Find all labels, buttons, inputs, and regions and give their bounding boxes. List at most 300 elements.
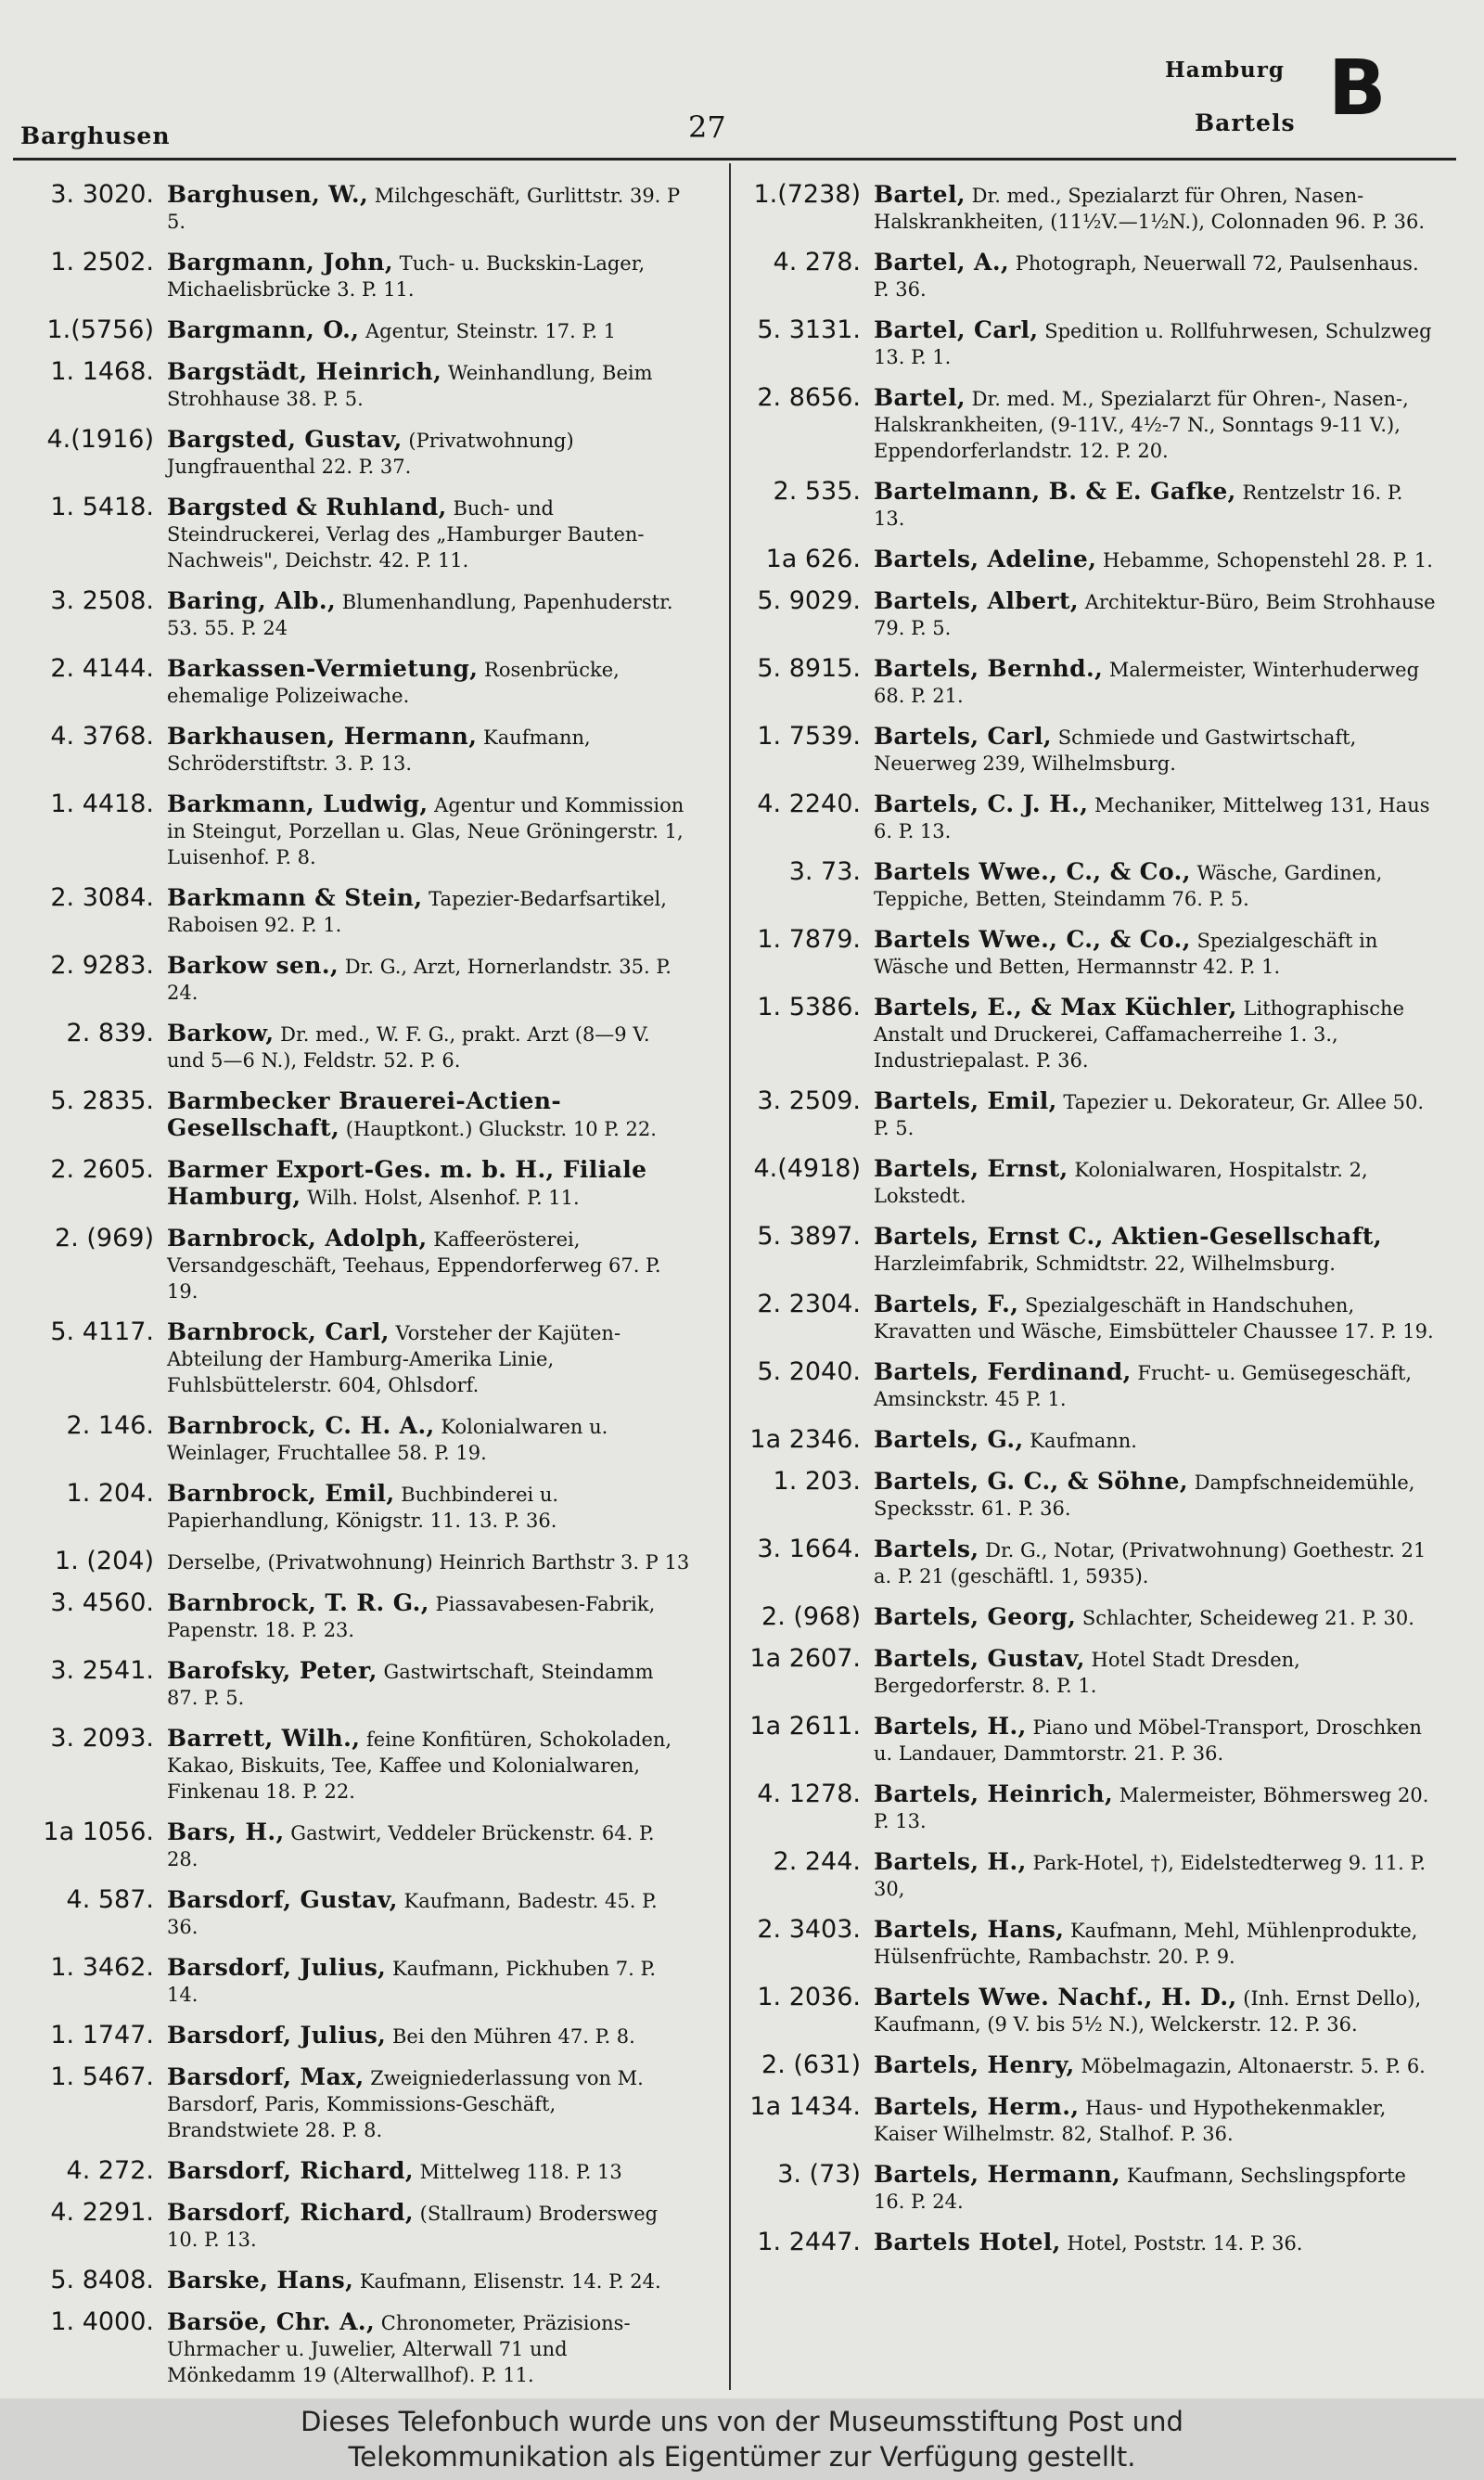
entry-name: Barkmann, Ludwig, [167,790,429,817]
directory-entry [15,182,690,235]
phone-number: 4. 1278. [757,1780,861,1808]
entry-text [167,359,690,412]
entry-text [167,1319,690,1398]
directory-entry [733,588,1439,641]
entry-description: Vorsteher der Kajüten-Abteilung der Hamburg-Amerika Linie, Fuhlsbüttelerstr. 604, Ohlsdorf. [167,1322,621,1396]
entry-description: Wäsche, Gardinen, Teppiche, Betten, Steindamm 76. P. 5. [874,862,1383,910]
entry-text [874,1604,1439,1631]
directory-entry [15,2268,690,2294]
directory-entry [733,2229,1439,2256]
entry-name: Bartels, G. C., & Söhne, [874,1468,1188,1495]
entry-text [874,859,1439,912]
entry-name: Bartels, Herm., [874,2093,1080,2120]
entry-name: Barnbrock, Emil, [167,1480,395,1507]
directory-entry [733,317,1439,370]
entry-description: Buch- und Steindruckerei, Verlag des „Hamburger Bauten-Nachweis", Deichstr. 42. P. 11. [167,497,645,572]
entry-text [167,588,690,641]
entry-description: Kaufmann, Sechslingspforte 16. P. 24. [874,2165,1406,2213]
entry-name: Bartels, Ferdinand, [874,1358,1132,1385]
entry-description: Dampfschneidemühle, Specksstr. 61. P. 36. [874,1471,1415,1520]
entry-description: Rentzelstr 16. P. 13. [874,482,1403,530]
phone-number: 3. 3020. [50,180,154,209]
phone-number: 1a 2346. [749,1425,861,1454]
entry-name: Barmer Export-Ges. m. b. H., Filiale Hamburg, [167,1156,647,1210]
entry-name: Barsdorf, Richard, [167,2199,414,2226]
entry-text [874,546,1439,573]
entry-description: Lithographische Anstalt und Druckerei, Caffamacherreihe 1. 3., Industriepalast. P. 36. [874,997,1404,1072]
entry-text [167,1481,690,1534]
phone-number: 1a 626. [765,545,861,573]
running-head-right: Bartels [1195,109,1296,136]
entry-text [874,317,1439,370]
entry-description: Blumenhandlung, Papenhuderstr. 53. 55. P. 24 [167,591,673,639]
directory-entry [15,2158,690,2185]
entry-text [874,2052,1439,2079]
entry-description: Kaufmann. [1023,1430,1137,1452]
entry-name: Barske, Hans, [167,2267,354,2294]
directory-entry [15,427,690,480]
entry-text [167,656,690,709]
directory-entry [15,495,690,573]
entry-name: Bartels, Ernst C., Aktien-Gesellschaft, [874,1223,1382,1250]
phone-number: 2. 2605. [50,1155,154,1184]
entry-text [874,385,1439,464]
entry-text [874,1714,1439,1767]
entry-description: Kaffeerösterei, Versandgeschäft, Teehaus, Eppendorferweg 67. P. 19. [167,1228,661,1303]
directory-entry [15,2064,690,2143]
entry-name: Barsdorf, Julius, [167,1954,387,1981]
entry-description: Spezialgeschäft in Handschuhen, Kravatten und Wäsche, Eimsbütteler Chaussee 17. P. 19. [874,1294,1434,1343]
phone-number: 5. 2040. [757,1357,861,1386]
entry-text [874,1156,1439,1209]
phone-number: 1. 5418. [50,493,154,521]
entry-description: Milchgeschäft, Gurlittstr. 39. P 5. [167,185,681,233]
directory-entry [733,1781,1439,1834]
phone-number: 3. 4560. [50,1588,154,1617]
entry-text [167,2023,690,2050]
entry-name: Bartels, Hans, [874,1916,1065,1943]
entry-text [167,427,690,480]
directory-entry [733,656,1439,709]
entry-description: Mittelweg 118. P. 13 [413,2161,622,2183]
entry-description: Dr. G., Notar, (Privatwohnung) Goethestr. 21 a. P. 21 (geschäftl. 1, 5935). [874,1539,1426,1587]
entry-description: Gastwirtschaft, Steindamm 87. P. 5. [167,1661,654,1709]
phone-number: 1a 1056. [43,1818,154,1846]
entry-description: Malermeister, Böhmersweg 20. P. 13. [874,1784,1429,1832]
directory-entry [733,182,1439,235]
entry-text [167,885,690,938]
entry-description: Dr. med., Spezialarzt für Ohren, Nasen- Halskrankheiten, (11½V.—1½N.), Colonnaden 96. P. 36. [874,185,1426,233]
entry-text [874,2229,1439,2256]
entry-text [167,1819,690,1872]
entry-name: Bartels, Hermann, [874,2161,1121,2188]
directory-entry [733,385,1439,464]
phone-number: 2. 2304. [757,1290,861,1318]
entry-name: Bartels, E., & Max Küchler, [874,994,1237,1021]
footer-line-2: Telekommunikation als Eigentümer zur Verfügung gestellt. [348,2441,1136,2473]
directory-entry [15,791,690,870]
entry-name: Bartels Wwe., C., & Co., [874,858,1191,885]
directory-entry [15,317,690,344]
entry-name: Barsdorf, Richard, [167,2157,414,2184]
phone-number: 3. 1664. [757,1535,861,1563]
entry-name: Bartels, Adeline, [874,546,1097,572]
entry-text [874,2094,1439,2147]
directory-entry [733,1359,1439,1412]
entry-text [167,1955,690,2008]
entry-name: Bartel, [874,181,966,208]
entry-text [167,317,690,344]
phone-number: 5. 3897. [757,1222,861,1251]
entry-text [167,182,690,235]
directory-entry [733,479,1439,532]
entry-description: Mechaniker, Mittelweg 131, Haus 6. P. 13. [874,794,1430,842]
entry-text [874,1985,1439,2037]
right-column [733,182,1439,2271]
entry-description: Derselbe, (Privatwohnung) Heinrich Barthstr 3. P 13 [167,1551,690,1574]
entry-name: Barnbrock, Adolph, [167,1225,428,1252]
directory-entry [733,1849,1439,1902]
directory-entry [733,1156,1439,1209]
phone-number: 1.(7238) [753,180,861,209]
entry-description: Schlachter, Scheideweg 21. P. 30. [1076,1607,1414,1629]
directory-entry [733,1224,1439,1277]
entry-name: Barghusen, W., [167,181,369,208]
directory-entry [15,953,690,1006]
entry-name: Bartels, Emil, [874,1087,1057,1114]
entry-text [167,1413,690,1466]
entry-text [874,250,1439,302]
directory-entry [15,1413,690,1466]
entry-name: Baring, Alb., [167,587,337,614]
directory-entry [733,927,1439,980]
phone-number: 5. 2835. [50,1086,154,1115]
directory-entry [15,1157,690,1211]
entry-description: Hebamme, Schopenstehl 28. P. 1. [1096,549,1433,572]
phone-number: 1. 5467. [50,2062,154,2091]
entry-description: Spedition u. Rollfuhrwesen, Schulzweg 13. P. 1. [874,320,1432,368]
entry-name: Bartels, C. J. H., [874,790,1089,817]
entry-text [167,250,690,302]
phone-number: 5. 9029. [757,586,861,615]
directory-entry [15,250,690,302]
entry-name: Barmbecker Brauerei-Actien-Gesellschaft, [167,1087,562,1141]
entry-text [167,2268,690,2294]
directory-entry [733,1917,1439,1970]
entry-text [874,1917,1439,1970]
phone-number: 1. 4000. [50,2307,154,2336]
directory-entry [733,724,1439,777]
phone-number: 5. 8408. [50,2266,154,2294]
directory-entry [15,1226,690,1304]
entry-name: Bartel, [874,384,966,411]
directory-entry [733,2052,1439,2079]
entry-text [874,724,1439,777]
entry-text [874,2162,1439,2215]
entry-description: Hotel Stadt Dresden, Bergedorferstr. 8. P. 1. [874,1649,1300,1697]
phone-number: 2. 3403. [757,1915,861,1944]
phone-number: 2. 9283. [50,951,154,980]
directory-entry [15,885,690,938]
phone-number: 2. 146. [66,1411,154,1440]
directory-entry [733,1646,1439,1699]
entry-text [167,953,690,1006]
phone-number: 5. 4117. [50,1317,154,1346]
entry-name: Bartels Wwe. Nachf., H. D., [874,1984,1237,2011]
entry-name: Bargstädt, Heinrich, [167,358,442,385]
entry-description: Bei den Mühren 47. P. 8. [386,2025,635,2048]
directory-entry [733,995,1439,1073]
entry-description: Zweigniederlassung von M. Barsdorf, Paris, Kommissions-Geschäft, Brandstwiete 28. P. 8. [167,2067,644,2141]
entry-name: Barsdorf, Gustav, [167,1886,398,1913]
entry-text [874,479,1439,532]
phone-number: 2. (969) [55,1224,154,1253]
directory-entry [733,1985,1439,2037]
entry-description: Tapezier-Bedarfsartikel, Raboisen 92. P. 1. [167,888,667,936]
phone-number: 3. 2508. [50,586,154,615]
phone-number: 1. 1747. [50,2021,154,2050]
entry-name: Bartels, Georg, [874,1603,1077,1630]
directory-entry [15,1319,690,1398]
entry-description: Architektur-Büro, Beim Strohhause 79. P. 5. [874,591,1436,639]
entry-name: Bargmann, O., [167,316,360,343]
entry-text [167,2200,690,2253]
entry-description: Piano und Möbel-Transport, Droschken u. Landauer, Dammtorstr. 21. P. 36. [874,1716,1422,1765]
phone-number: 4. 2240. [757,790,861,818]
entry-text [874,1291,1439,1344]
directory-entry [15,656,690,709]
entry-description: feine Konfitüren, Schokoladen, Kakao, Biskuits, Tee, Kaffee und Kolonialwaren, Finkenau 18. P. 22. [167,1728,672,1803]
directory-entry [15,359,690,412]
directory-entry [15,1726,690,1805]
phone-number: 2. 244. [773,1847,861,1876]
directory-entry [733,791,1439,844]
phone-number: 1. 2447. [757,2228,861,2256]
phone-number: 3. 2541. [50,1656,154,1685]
directory-entry [15,724,690,777]
entry-text [874,1646,1439,1699]
entry-text [167,1088,690,1142]
entry-name: Bartelmann, B. & E. Gafke, [874,478,1236,505]
entry-description: Agentur und Kommission in Steingut, Porzellan u. Glas, Neue Gröningerstr. 1, Luisenhof. P. 8. [167,794,684,868]
directory-entry [733,859,1439,912]
entry-name: Barofsky, Peter, [167,1657,377,1684]
phone-number: 5. 8915. [757,654,861,683]
entry-description: Piassavabesen-Fabrik, Papenstr. 18. P. 23. [167,1593,656,1641]
phone-number: 1. 7539. [757,722,861,751]
footer-line-1: Dieses Telefonbuch wurde uns von der Museumsstiftung Post und [301,2406,1183,2437]
entry-description: Tuch- u. Buckskin-Lager, Michaelisbrücke 3. P. 11. [167,252,646,301]
entry-description: Agentur, Steinstr. 17. P. 1 [359,320,617,342]
directory-entry [15,1590,690,1643]
phone-number: 2. 8656. [757,383,861,412]
entry-description: Schmiede und Gastwirtschaft, Neuerweg 239, Wilhelmsburg. [874,726,1357,775]
directory-entry [15,2309,690,2388]
directory-entry [733,1291,1439,1344]
entry-text [874,791,1439,844]
directory-entry [733,2162,1439,2215]
entry-name: Bartels, F., [874,1291,1019,1317]
section-letter: B [1328,45,1387,133]
phone-number: 5. 3131. [757,315,861,344]
phone-number: 4. 587. [66,1885,154,1914]
phone-number: 4. 272. [66,2156,154,2185]
entry-text [874,1088,1439,1141]
entry-name: Barnbrock, C. H. A., [167,1412,435,1439]
entry-description: Kaufmann, Badestr. 45. P. 36. [167,1890,658,1938]
entry-text [874,995,1439,1073]
entry-description: (Stallraum) Brodersweg 10. P. 13. [167,2203,659,2251]
directory-entry [15,1819,690,1872]
phone-number: 1.(5756) [46,315,154,344]
entry-text [167,2309,690,2388]
phone-number: 2. 839. [66,1019,154,1047]
entry-text [874,1359,1439,1412]
entry-text [167,495,690,573]
phone-number: 1. 3462. [50,1953,154,1982]
entry-name: Bargmann, John, [167,249,393,276]
entry-name: Bartels, Henry, [874,2051,1075,2078]
entry-description: Hotel, Poststr. 14. P. 36. [1060,2232,1303,2255]
entry-text [167,2064,690,2143]
entry-description: Tapezier u. Dekorateur, Gr. Allee 50. P. 5. [874,1091,1425,1139]
entry-name: Bartel, A., [874,249,1010,276]
entry-text [167,1226,690,1304]
entry-name: Bartels, Heinrich, [874,1780,1114,1807]
entry-description: Chronometer, Präzisions-Uhrmacher u. Juwelier, Alterwall 71 und Mönkedamm 19 (Alterwallhof). P. 11. [167,2312,631,2386]
entry-description: (Hauptkont.) Gluckstr. 10 P. 22. [339,1118,657,1140]
entry-name: Barnbrock, T. R. G., [167,1589,429,1616]
entry-name: Bartels, Gustav, [874,1645,1085,1672]
directory-entry [733,250,1439,302]
footer-notice [0,2398,1484,2480]
entry-description: Park-Hotel, †), Eidelstedterweg 9. 11. P. 30, [874,1852,1426,1900]
phone-number: 1. 1468. [50,357,154,386]
entry-text [167,724,690,777]
phone-number: 4.(4918) [753,1154,861,1183]
left-column [15,182,690,2398]
phone-number: 4.(1916) [46,425,154,454]
entry-description: Kaufmann, Mehl, Mühlenprodukte, Hülsenfrüchte, Rambachstr. 20. P. 9. [874,1920,1418,1968]
entry-name: Bartels, H., [874,1713,1027,1740]
phone-number: 1. 7879. [757,925,861,954]
directory-entry [733,1714,1439,1767]
phone-number: 2. 535. [773,477,861,506]
entry-description: Gastwirt, Veddeler Brückenstr. 64. P. 28. [167,1822,655,1870]
entry-name: Bargsted, Gustav, [167,426,403,453]
running-head-left: Barghusen [20,122,171,149]
phone-number: 1a 2611. [749,1712,861,1741]
entry-name: Bartels, Bernhd., [874,655,1104,682]
entry-description: Wilh. Holst, Alsenhof. P. 11. [301,1187,580,1209]
entry-description: Kaufmann, Pickhuben 7. P. 14. [167,1958,657,2006]
entry-description: Harzleimfabrik, Schmidtstr. 22, Wilhelmsburg. [874,1253,1336,1275]
entry-name: Bartels, G., [874,1426,1024,1453]
entry-text [167,2158,690,2185]
entry-text [874,1224,1439,1277]
directory-entry [15,1021,690,1073]
entry-description: Photograph, Neuerwall 72, Paulsenhaus. P. 36. [874,252,1419,301]
phone-number: 1a 2607. [749,1644,861,1673]
entry-text [874,182,1439,235]
entry-text [874,588,1439,641]
entry-name: Barnbrock, Carl, [167,1318,390,1345]
entry-description: Haus- und Hypothekenmakler, Kaiser Wilhelmstr. 82, Stalhof. P. 36. [874,2097,1387,2145]
entry-text [167,1590,690,1643]
directory-entry [733,2094,1439,2147]
entry-description: Dr. med. M., Spezialarzt für Ohren-, Nasen-, Halskrankheiten, (9-11V., 4½-7 N., Sonntags 9-11 V.), Eppendorferlandstr. 12. P. 20. [874,388,1409,462]
entry-description: Dr. G., Arzt, Hornerlandstr. 35. P. 24. [167,956,672,1004]
entry-name: Barkmann & Stein, [167,884,423,911]
entry-description: Malermeister, Winterhuderweg 68. P. 21. [874,659,1420,707]
entry-text [167,1887,690,1940]
directory-entry [15,1548,690,1575]
entry-description: Frucht- u. Gemüsegeschäft, Amsinckstr. 45 P. 1. [874,1362,1413,1410]
phone-number: 4. 2291. [50,2198,154,2227]
entry-name: Bartel, Carl, [874,316,1039,343]
directory-entry [733,1469,1439,1522]
entry-text [874,1536,1439,1589]
phone-number: 1. 2502. [50,248,154,276]
entry-description: (Privatwohnung) Jungfrauenthal 22. P. 37. [167,430,574,478]
directory-entry [733,1427,1439,1454]
entry-text [167,1548,690,1575]
entry-text [167,791,690,870]
entry-text [167,1021,690,1073]
entry-description: Kolonialwaren, Hospitalstr. 2, Lokstedt. [874,1159,1368,1207]
entry-name: Barsdorf, Max, [167,2063,365,2090]
phone-number: 4. 278. [773,248,861,276]
entry-name: Bartels, [874,1536,979,1562]
directory-entry [733,546,1439,573]
running-head-city: Hamburg [1165,58,1285,83]
phone-number: 2. (968) [761,1602,861,1631]
entry-text [874,1781,1439,1834]
entry-text [874,1469,1439,1522]
entry-description: (Inh. Ernst Dello), Kaufmann, (9 V. bis 5½ N.), Welckerstr. 12. P. 36. [874,1987,1422,2036]
entry-description: Kaufmann, Schröderstiftstr. 3. P. 13. [167,726,591,775]
page-number: 27 [688,109,726,145]
entry-description: Kaufmann, Elisenstr. 14. P. 24. [353,2270,661,2293]
entry-text [874,1427,1439,1454]
entry-description: Buchbinderei u. Papierhandlung, Königstr. 11. 13. P. 36. [167,1484,559,1532]
phone-number: 1. 2036. [757,1983,861,2011]
directory-entry [733,1536,1439,1589]
entry-name: Barkhausen, Hermann, [167,723,478,750]
phone-number: 1. (204) [55,1547,154,1575]
directory-entry [733,1604,1439,1631]
entry-description: Weinhandlung, Beim Strohhause 38. P. 5. [167,362,653,410]
entry-name: Barsöe, Chr. A., [167,2308,376,2335]
entry-name: Barkow sen., [167,952,339,979]
entry-name: Barrett, Wilh., [167,1725,361,1752]
phone-number: 2. 4144. [50,654,154,683]
entry-name: Bartels Hotel, [874,2229,1061,2255]
entry-description: Rosenbrücke, ehemalige Polizeiwache. [167,659,620,707]
entry-text [167,1658,690,1711]
phone-number: 1. 4418. [50,790,154,818]
phone-number: 1. 5386. [757,993,861,1022]
entry-text [874,927,1439,980]
directory-entry [15,2200,690,2253]
header-rule [13,158,1456,161]
phone-number: 3. 2509. [757,1086,861,1115]
entry-name: Bartels, Ernst, [874,1155,1068,1182]
entry-text [874,1849,1439,1902]
entry-text [167,1726,690,1805]
entry-name: Bartels Wwe., C., & Co., [874,926,1191,953]
phone-number: 3. (73) [777,2160,861,2189]
